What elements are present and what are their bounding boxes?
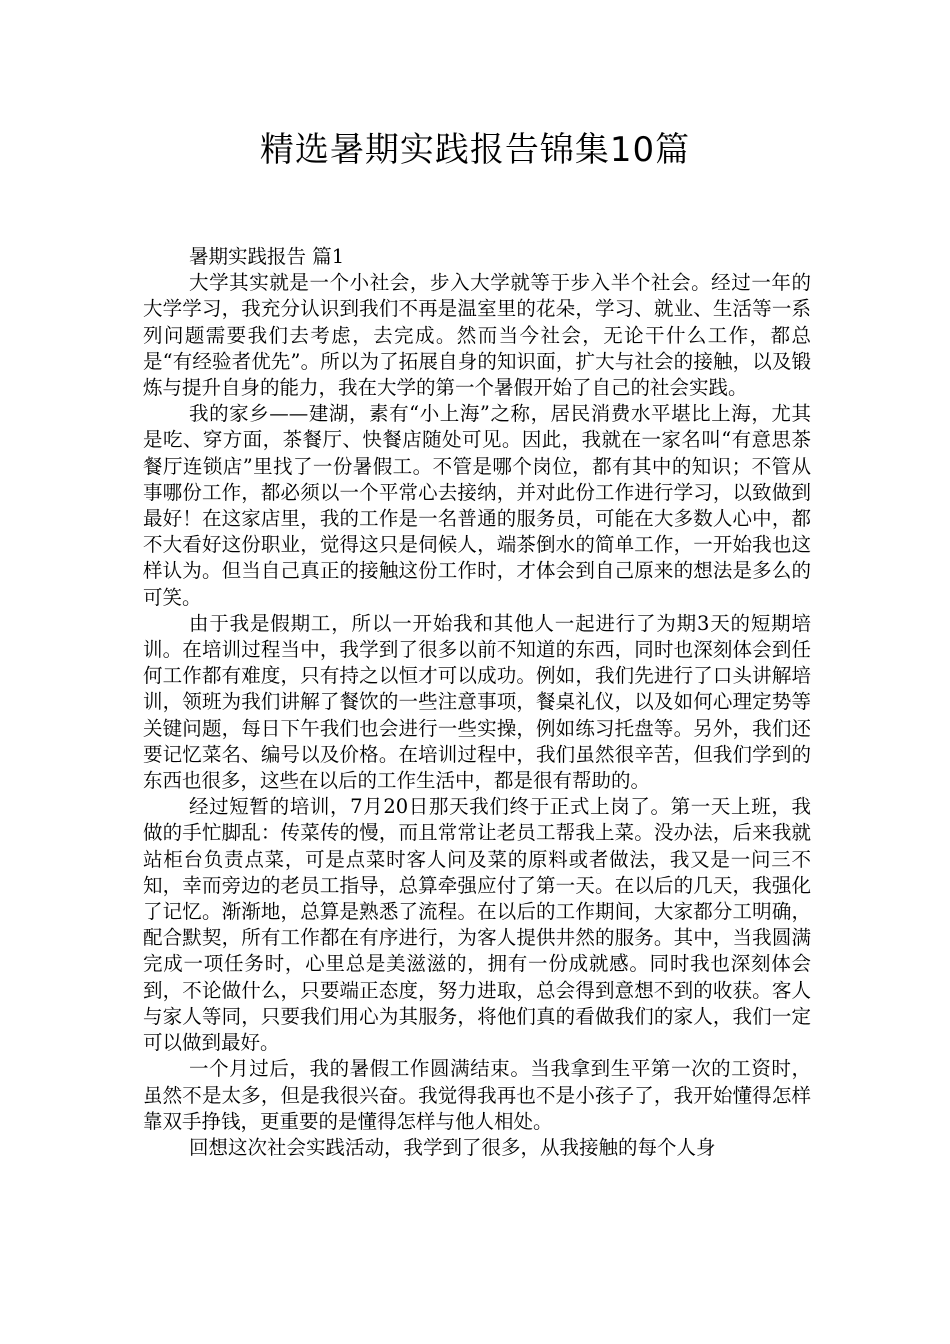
paragraph-1: 大学其实就是一个小社会，步入大学就等于步入半个社会。经过一年的大学学习，我充分认识到我们不再是温室里的花朵，学习、就业、生活等一系列问题需要我们去考虑，去完成。然而当今社会，无论干什么工作，都总是“有经验者优先”。所以为了拓展自身的知识面，扩大与社会的接触，以及锻炼与提升自身的能力，我在大学的第一个暑假开始了自己的社会实践。 xyxy=(143,271,811,400)
paragraph-3: 由于我是假期工，所以一开始我和其他人一起进行了为期3天的短期培训。在培训过程当中，我学到了很多以前不知道的东西，同时也深刻体会到任何工作都有难度，只有持之以恒才可以成功。例如，我们先进行了口头讲解培训，领班为我们讲解了餐饮的一些注意事项，餐桌礼仪，以及如何心理定势等关键问题，每日下午我们也会进行一些实操，例如练习托盘等。另外，我们还要记忆菜名、编号以及价格。在培训过程中，我们虽然很辛苦，但我们学到的东西也很多，这些在以后的工作生活中，都是很有帮助的。 xyxy=(143,611,811,793)
document-body xyxy=(143,244,811,1161)
paragraph-6: 回想这次社会实践活动，我学到了很多，从我接触的每个人身 xyxy=(189,1135,716,1159)
paragraph-5: 一个月过后，我的暑假工作圆满结束。当我拿到生平第一次的工资时，虽然不是太多，但是我很兴奋。我觉得我再也不是小孩子了，我开始懂得怎样靠双手挣钱，更重要的是懂得怎样与他人相处。 xyxy=(143,1057,811,1133)
section-heading: 暑期实践报告 篇1 xyxy=(189,245,345,268)
paragraph-4: 经过短暂的培训，7月20日那天我们终于正式上岗了。第一天上班，我做的手忙脚乱：传菜传的慢，而且常常让老员工帮我上菜。没办法，后来我就站柜台负责点菜，可是点菜时客人问及菜的原料或者做法，我又是一问三不知，幸而旁边的老员工指导，总算牵强应付了第一天。在以后的几天，我强化了记忆。渐渐地，总算是熟悉了流程。在以后的工作期间，大家都分工明确，配合默契，所有工作都在有序进行，为客人提供井然的服务。其中，当我圆满完成一项任务时，心里总是美滋滋的，拥有一份成就感。同时我也深刻体会到，不论做什么，只要端正态度，努力进取，总会得到意想不到的收获。客人与家人等同，只要我们用心为其服务，将他们真的看做我们的家人，我们一定可以做到最好。 xyxy=(143,795,811,1055)
document-title: 精选暑期实践报告锦集10篇 xyxy=(259,130,691,170)
paragraph-2: 我的家乡——建湖，素有“小上海”之称，居民消费水平堪比上海，尤其是吃、穿方面，茶餐厅、快餐店随处可见。因此，我就在一家名叫“有意思茶餐厅连锁店”里找了一份暑假工。不管是哪个岗位，都有其中的知识；不管从事哪份工作，都必须以一个平常心去接纳，并对此份工作进行学习，以致做到最好！在这家店里，我的工作是一名普通的服务员，可能在大多数人心中，都不大看好这份职业，觉得这只是伺候人，端茶倒水的简单工作，一开始我也这样认为。但当自己真正的接触这份工作时，才体会到自己原来的想法是多么的可笑。 xyxy=(143,402,811,609)
